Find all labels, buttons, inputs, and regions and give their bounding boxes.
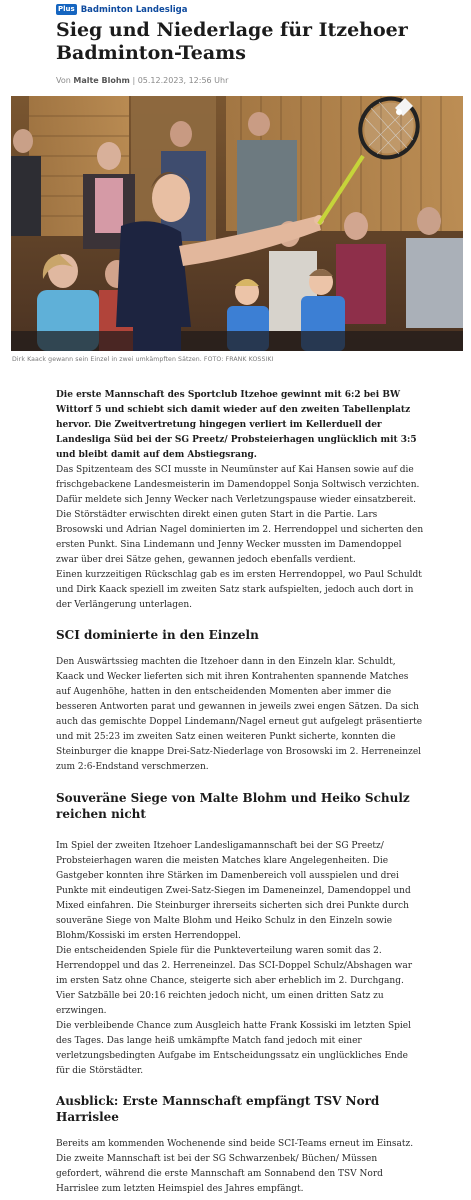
article-kicker[interactable]: Badminton Landesliga — [80, 4, 188, 15]
article-body — [56, 388, 424, 1197]
byline-separator: | — [132, 76, 138, 85]
article-subheading: SCI dominierte in den Einzeln — [56, 628, 259, 642]
article-paragraph: Die verbleibende Chance zum Ausgleich hatte Frank Kossiski im letzten Spiel des Tages. Das lange heiß umkämpfte Match fand jedoch mit einer verletzungsbedingten Aufgabe im Entscheidungssatz ein unglückliches Ende für die Störstädter. — [56, 1021, 412, 1076]
topline — [56, 3, 187, 16]
article-paragraph: Den Auswärtssieg machten die Itzehoer dann in den Einzeln klar. Schuldt, Kaack und Wecker lieferten sich mit ihren Kontrahenten spannende Matches auf Augenhöhe, hatten in den entscheidenden Momenten aber immer die besseren Antworten parat und gewannen in jeweils zwei engen Sätzen. Da sich auch das gemischte Doppel Lindemann/Nagel erneut gut aufgelegt präsentierte und mit 25:23 im zweiten Satz einen weiteren Punkt sicherte, konnten die Steinburger die knappe Drei-Satz-Niederlage von Brosowski im 2. Herreneinzel zum 2:6-Endstand verschmerzen. — [56, 657, 423, 772]
article-subheading: Souveräne Siege von Malte Blohm und Heiko Schulz reichen nicht — [56, 791, 410, 821]
publish-date: 05.12.2023, 12:56 Uhr — [137, 76, 229, 85]
article-paragraph: Die entscheidenden Spiele für die Punkteverteilung waren somit das 2. Herrendoppel und das 2. Herreneinzel. Das SCI-Doppel Schulz/Abshagen war im ersten Satz ohne Chance, steigerte sich aber erheblich im 2. Durchgang. Vier Satzbälle bei 20:16 reichten jedoch nicht, um einen dritten Satz zu erzwingen. — [56, 946, 413, 1016]
article-paragraph: Das Spitzenteam des SCI musste in Neumünster auf Kai Hansen sowie auf die frischgebackene Landesmeisterin im Damendoppel Sonja Soltwisch verzichten. Dafür meldete sich Jenny Wecker nach Verletzungspause wieder einsatzbereit. Die Störstädter erwischten direkt einen guten Start in die Partie. Lars Brosowski und Adrian Nagel dominierten im 2. Herrendoppel und sicherten den ersten Punkt. Sina Lindemann und Jenny Wecker mussten im Damendoppel zwar über drei Sätze gehen, gewannen jedoch ebenfalls verdient. — [56, 465, 424, 565]
article-lead: Die erste Mannschaft des Sportclub Itzehoe gewinnt mit 6:2 bei BW Wittorf 5 und schiebt sich damit wieder auf den zweiten Tabellenplatz hervor. Die Zweitvertretung hingegen verliert im Kellerduell der Landesliga Süd bei der SG Preetz/ Probsteierhagen unglücklich mit 3:5 und bleibt damit auf dem Abstiegsrang. — [56, 390, 417, 460]
article-paragraph: Bereits am kommenden Wochenende sind beide SCI-Teams erneut im Einsatz. Die zweite Mannschaft ist bei der SG Schwarzenbek/ Büchen/ Müssen gefordert, während die erste Mannschaft am Sonnabend den TSV Nord Harrislee zum letzten Heimspiel des Jahres empfängt. — [56, 1139, 414, 1194]
article-headline: Sieg und Niederlage für Itzehoer Badminton-Teams — [56, 19, 408, 64]
article-paragraph: Einen kurzzeitigen Rückschlag gab es im ersten Herrendoppel, wo Paul Schuldt und Dirk Kaack speziell im zweiten Satz stark aufspielten, jedoch auch dort in der Verlängerung unterlagen. — [56, 570, 422, 610]
article-photo[interactable] — [11, 96, 463, 351]
article-subheading: Ausblick: Erste Mannschaft empfängt TSV Nord Harrislee — [56, 1094, 380, 1124]
byline-prefix: Von — [56, 76, 71, 85]
plus-badge[interactable]: Plus — [58, 5, 75, 13]
byline — [56, 76, 228, 85]
photo-caption: Dirk Kaack gewann sein Einzel in zwei umkämpften Sätzen. FOTO: FRANK KOSSIKI — [12, 356, 274, 363]
badminton-player-image — [11, 96, 463, 351]
article-paragraph: Im Spiel der zweiten Itzehoer Landesligamannschaft bei der SG Preetz/ Probsteierhagen waren die meisten Matches klare Angelegenheiten. Die Gastgeber konnten ihre Stärken im Damenbereich voll ausspielen und drei Punkte mit eindeutigen Zwei-Satz-Siegen im Dameneinzel, Damendoppel und Mixed einfahren. Die Steinburger ihrerseits sicherten sich drei Punkte durch souveräne Siege von Malte Blohm und Heiko Schulz in den Einzeln sowie Blohm/Kossiski im ersten Herrendoppel. — [56, 841, 411, 941]
author-link[interactable]: Malte Blohm — [73, 76, 130, 85]
